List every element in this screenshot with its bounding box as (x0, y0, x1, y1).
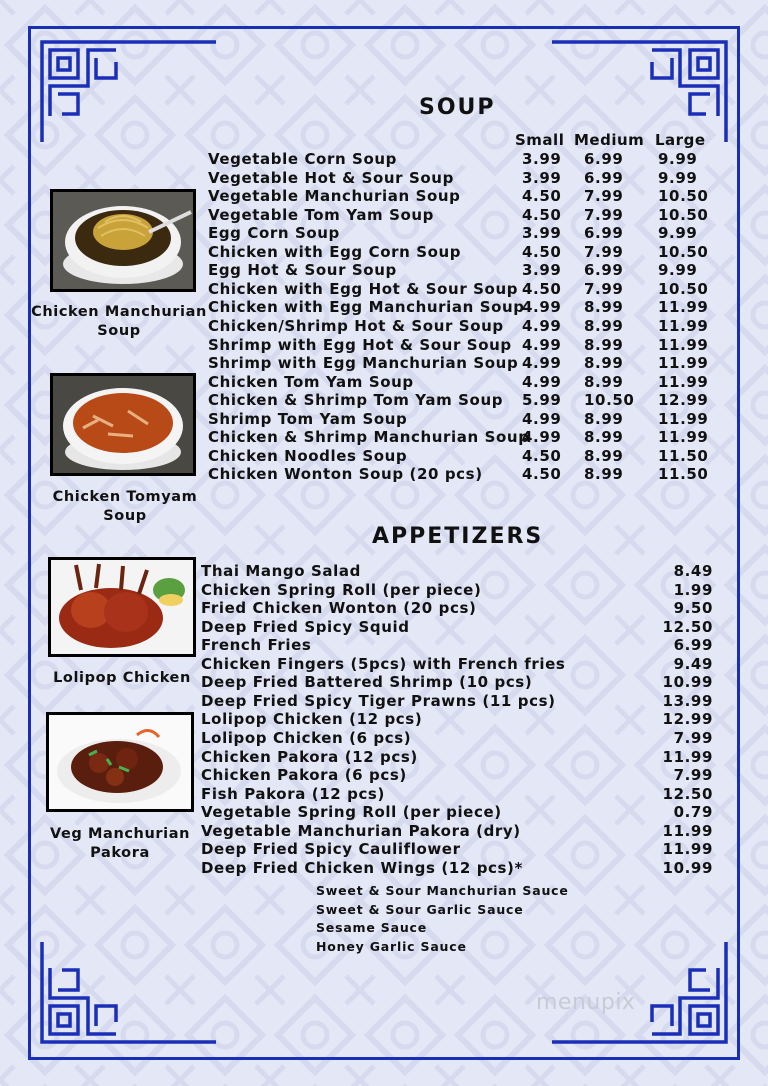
appetizer-item-row (201, 729, 713, 748)
price-small: 5.99 (522, 391, 562, 410)
soup-item-row (208, 354, 708, 373)
price-large: 10.50 (658, 205, 709, 224)
price-large: 9.99 (658, 224, 698, 243)
caption-line: Lolipop Chicken (53, 670, 191, 686)
soup-item-name: Shrimp with Egg Hot & Sour Soup (208, 335, 512, 354)
appetizer-item-name: Vegetable Spring Roll (per piece) (201, 803, 502, 822)
soup-item-row (208, 373, 708, 392)
soup-item-name: Vegetable Manchurian Soup (208, 187, 461, 206)
appetizers-title: APPETIZERS (372, 524, 544, 549)
watermark: menupix (536, 990, 636, 1015)
photo-chicken-tomyam-soup (50, 373, 196, 476)
price-small: 4.99 (522, 298, 562, 317)
soup-item-row (208, 224, 708, 243)
price-medium: 7.99 (584, 205, 624, 224)
soup-item-row (208, 336, 708, 355)
photo-caption (42, 825, 198, 863)
photo-caption (40, 488, 210, 526)
appetizer-item-price: 8.49 (673, 562, 713, 580)
soup-item-name: Chicken with Egg Hot & Sour Soup (208, 279, 519, 298)
appetizer-item-price: 11.99 (662, 840, 713, 859)
appetizer-item-row (201, 803, 713, 822)
price-large: 9.99 (658, 168, 698, 187)
price-medium: 8.99 (584, 335, 624, 354)
price-small: 3.99 (522, 261, 562, 280)
appetizer-item-row (201, 859, 713, 878)
sauce-option: Honey Garlic Sauce (316, 939, 467, 954)
appetizer-item-price: 1.99 (673, 580, 713, 599)
appetizer-item-row (201, 785, 713, 804)
price-small: 4.99 (522, 409, 562, 428)
soup-item-row (208, 391, 708, 410)
price-large: 9.99 (658, 150, 698, 168)
appetizer-item-price: 12.50 (662, 784, 713, 803)
soup-item-row (208, 169, 708, 188)
soup-item-name: Chicken with Egg Manchurian Soup (208, 298, 525, 317)
photo-veg-manchurian-pakora (46, 712, 194, 812)
corner-ornament-bottom-left (36, 918, 216, 1048)
appetizer-item-row (201, 636, 713, 655)
price-medium: 8.99 (584, 372, 624, 391)
soup-item-name: Egg Hot & Sour Soup (208, 261, 397, 280)
soup-item-row (208, 243, 708, 262)
soup-item-name: Chicken with Egg Corn Soup (208, 242, 462, 261)
price-large: 11.99 (658, 409, 709, 428)
price-large: 10.50 (658, 187, 709, 206)
appetizer-item-name: French Fries (201, 636, 312, 655)
price-small: 4.50 (522, 242, 562, 261)
price-medium: 6.99 (584, 261, 624, 280)
soup-item-name: Chicken/Shrimp Hot & Sour Soup (208, 316, 504, 335)
soup-bowl-image (53, 192, 193, 289)
soup-item-name: Chicken & Shrimp Manchurian Soup (208, 428, 530, 447)
price-small: 4.50 (522, 187, 562, 206)
price-medium: 8.99 (584, 298, 624, 317)
appetizer-item-price: 11.99 (662, 747, 713, 766)
appetizer-item-price: 10.99 (662, 673, 713, 692)
soup-item-row (208, 187, 708, 206)
soup-item-row (208, 280, 708, 299)
appetizer-item-row (201, 710, 713, 729)
corner-ornament-bottom-right (552, 918, 732, 1048)
appetizer-item-row (201, 581, 713, 600)
price-small: 3.99 (522, 168, 562, 187)
price-large: 11.99 (658, 372, 709, 391)
appetizer-item-name: Chicken Pakora (6 pcs) (201, 766, 407, 785)
soup-item-name: Vegetable Corn Soup (208, 150, 397, 168)
appetizer-item-row (201, 562, 713, 581)
appetizer-item-name: Deep Fried Chicken Wings (12 pcs)* (201, 858, 523, 877)
price-large: 9.99 (658, 261, 698, 280)
size-header-medium: Medium (574, 131, 645, 149)
price-large: 11.50 (658, 446, 709, 465)
price-medium: 6.99 (584, 224, 624, 243)
price-large: 10.50 (658, 279, 709, 298)
price-small: 4.99 (522, 316, 562, 335)
appetizer-item-row (201, 599, 713, 618)
appetizer-item-name: Fish Pakora (12 pcs) (201, 784, 385, 803)
price-small: 4.50 (522, 205, 562, 224)
sauce-option: Sesame Sauce (316, 920, 428, 935)
price-large: 11.99 (658, 354, 709, 373)
appetizer-item-row (201, 766, 713, 785)
price-medium: 6.99 (584, 168, 624, 187)
photo-chicken-manchurian-soup (50, 189, 196, 292)
price-small: 4.50 (522, 465, 562, 484)
soup-item-name: Chicken Tom Yam Soup (208, 372, 414, 391)
appetizer-item-row (201, 673, 713, 692)
soup-bowl-image (53, 376, 193, 473)
appetizer-item-price: 13.99 (662, 691, 713, 710)
price-medium: 8.99 (584, 354, 624, 373)
appetizer-item-price: 12.50 (662, 617, 713, 636)
lolipop-chicken-image (51, 560, 193, 654)
caption-line: Chicken Tomyam (52, 489, 198, 505)
sauce-option: Sweet & Sour Manchurian Sauce (316, 883, 569, 898)
price-large: 11.99 (658, 298, 709, 317)
caption-line: Chicken Manchurian (31, 304, 207, 320)
price-small: 4.99 (522, 428, 562, 447)
appetizer-item-name: Deep Fried Battered Shrimp (10 pcs) (201, 673, 533, 692)
price-large: 11.99 (658, 335, 709, 354)
price-medium: 8.99 (584, 465, 624, 484)
appetizer-item-row (201, 618, 713, 637)
appetizer-item-price: 6.99 (673, 636, 713, 655)
sauce-option: Sweet & Sour Garlic Sauce (316, 902, 524, 917)
soup-item-row (208, 206, 708, 225)
appetizer-item-name: Chicken Spring Roll (per piece) (201, 580, 482, 599)
appetizer-item-price: 9.49 (673, 654, 713, 673)
caption-line: Veg Manchurian (49, 826, 191, 842)
price-medium: 7.99 (584, 242, 624, 261)
appetizer-item-price: 7.99 (673, 728, 713, 747)
price-small: 4.99 (522, 354, 562, 373)
photo-caption (48, 669, 196, 688)
appetizer-item-price: 12.99 (662, 710, 713, 729)
soup-item-name: Vegetable Tom Yam Soup (208, 205, 435, 224)
price-medium: 8.99 (584, 316, 624, 335)
soup-item-row (208, 447, 708, 466)
appetizer-item-row (201, 822, 713, 841)
appetizer-item-price: 10.99 (662, 858, 713, 877)
appetizer-item-name: Deep Fried Spicy Squid (201, 617, 410, 636)
appetizer-item-name: Lolipop Chicken (12 pcs) (201, 710, 423, 729)
price-medium: 10.50 (584, 391, 635, 410)
appetizer-item-price: 7.99 (673, 766, 713, 785)
price-small: 4.50 (522, 279, 562, 298)
corner-ornament-top-left (36, 36, 216, 166)
photo-lolipop-chicken (48, 557, 196, 657)
soup-item-name: Chicken Wonton Soup (20 pcs) (208, 465, 483, 484)
appetizer-item-name: Deep Fried Spicy Cauliflower (201, 840, 461, 859)
soup-item-row (208, 428, 708, 447)
caption-line: Soup (103, 508, 147, 524)
soup-item-name: Chicken Noodles Soup (208, 446, 408, 465)
soup-item-row (208, 410, 708, 429)
size-header-large: Large (655, 131, 706, 149)
soup-item-row (208, 298, 708, 317)
soup-item-row (208, 465, 708, 484)
appetizer-item-name: Chicken Pakora (12 pcs) (201, 747, 418, 766)
photo-caption (30, 303, 208, 341)
soup-item-name: Vegetable Hot & Sour Soup (208, 168, 454, 187)
price-large: 10.50 (658, 242, 709, 261)
size-header-small: Small (515, 131, 565, 149)
price-small: 3.99 (522, 224, 562, 243)
appetizer-item-row (201, 692, 713, 711)
price-medium: 7.99 (584, 279, 624, 298)
appetizer-item-name: Deep Fried Spicy Tiger Prawns (11 pcs) (201, 691, 556, 710)
appetizer-item-name: Thai Mango Salad (201, 562, 361, 580)
price-small: 4.99 (522, 372, 562, 391)
price-medium: 7.99 (584, 187, 624, 206)
appetizer-item-row (201, 748, 713, 767)
price-medium: 8.99 (584, 428, 624, 447)
appetizer-item-name: Lolipop Chicken (6 pcs) (201, 728, 412, 747)
appetizer-item-row (201, 655, 713, 674)
price-small: 3.99 (522, 150, 562, 168)
appetizer-item-name: Chicken Fingers (5pcs) with French fries (201, 654, 566, 673)
appetizer-item-name: Fried Chicken Wonton (20 pcs) (201, 599, 477, 618)
appetizer-item-price: 9.50 (673, 599, 713, 618)
soup-item-name: Shrimp with Egg Manchurian Soup (208, 354, 519, 373)
soup-title: SOUP (419, 95, 496, 120)
price-medium: 8.99 (584, 409, 624, 428)
price-large: 11.99 (658, 428, 709, 447)
soup-item-name: Shrimp Tom Yam Soup (208, 409, 408, 428)
price-medium: 8.99 (584, 446, 624, 465)
veg-manchurian-image (49, 715, 191, 809)
price-large: 12.99 (658, 391, 709, 410)
price-medium: 6.99 (584, 150, 624, 168)
appetizer-item-price: 0.79 (673, 803, 713, 822)
appetizer-item-price: 11.99 (662, 821, 713, 840)
soup-item-row (208, 261, 708, 280)
price-small: 4.50 (522, 446, 562, 465)
soup-item-row (208, 317, 708, 336)
soup-item-row (208, 150, 708, 169)
appetizer-item-row (201, 840, 713, 859)
price-small: 4.99 (522, 335, 562, 354)
caption-line: Pakora (90, 845, 150, 861)
price-large: 11.50 (658, 465, 709, 484)
appetizer-item-name: Vegetable Manchurian Pakora (dry) (201, 821, 521, 840)
soup-item-name: Egg Corn Soup (208, 224, 340, 243)
price-large: 11.99 (658, 316, 709, 335)
caption-line: Soup (97, 323, 141, 339)
soup-item-name: Chicken & Shrimp Tom Yam Soup (208, 391, 504, 410)
